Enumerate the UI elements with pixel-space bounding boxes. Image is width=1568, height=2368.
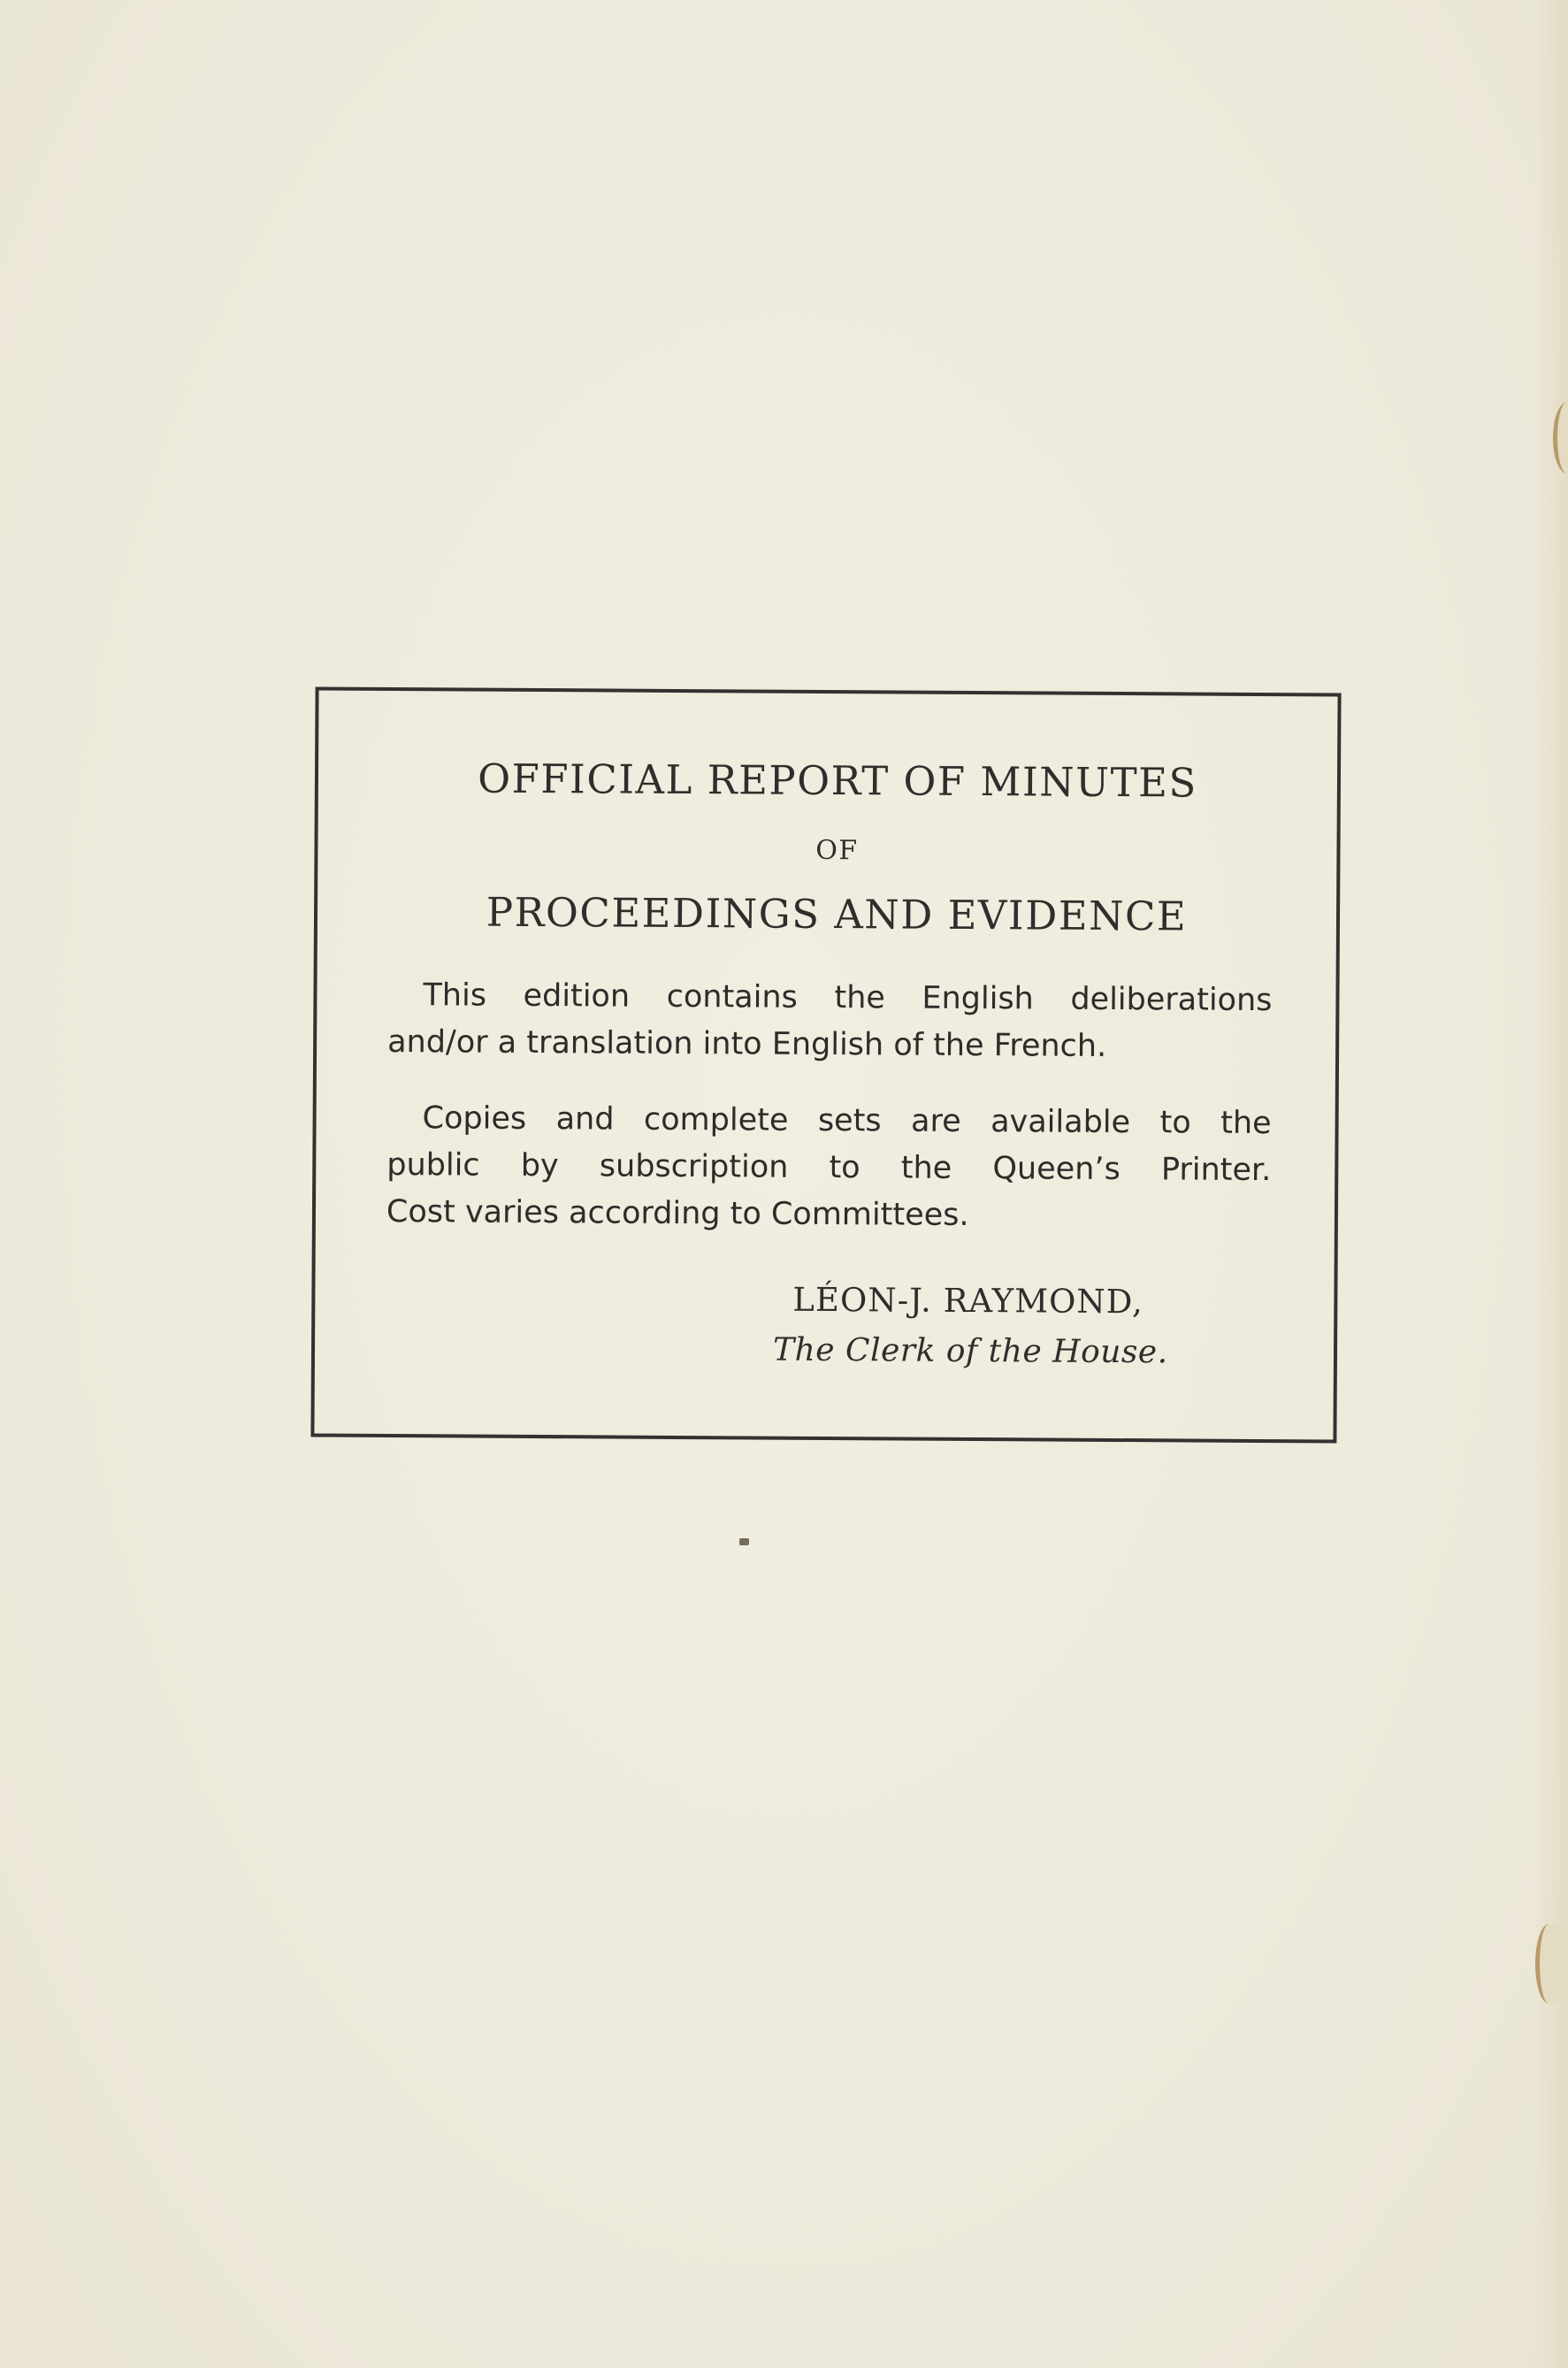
- signatory-name: LÉON-J. RAYMOND,: [792, 1280, 1143, 1322]
- ink-speck-mark: [739, 1538, 749, 1545]
- page-edge-shadow: [1533, 0, 1568, 2368]
- paragraph-line: Cost varies according to Committees.: [386, 1193, 969, 1233]
- notice-heading-of: OF: [815, 834, 859, 867]
- binding-hole-bottom: [1535, 1924, 1563, 2004]
- signatory-title: The Clerk of the House.: [772, 1331, 1168, 1371]
- paragraph-line: public by subscription to the Queen’s Printer.: [386, 1146, 1272, 1189]
- paragraph-line: and/or a translation into English of the French.: [387, 1023, 1107, 1064]
- paragraph-line: Copies and complete sets are available to the: [422, 1100, 1272, 1142]
- notice-heading-subtitle: PROCEEDINGS AND EVIDENCE: [486, 888, 1188, 940]
- edition-description-paragraph: [387, 972, 1273, 1071]
- official-report-notice-box: [310, 686, 1341, 1443]
- subscription-paragraph: [386, 1095, 1272, 1241]
- paragraph-line: This edition contains the English deliberations: [423, 977, 1273, 1019]
- notice-heading-title: OFFICIAL REPORT OF MINUTES: [478, 755, 1197, 807]
